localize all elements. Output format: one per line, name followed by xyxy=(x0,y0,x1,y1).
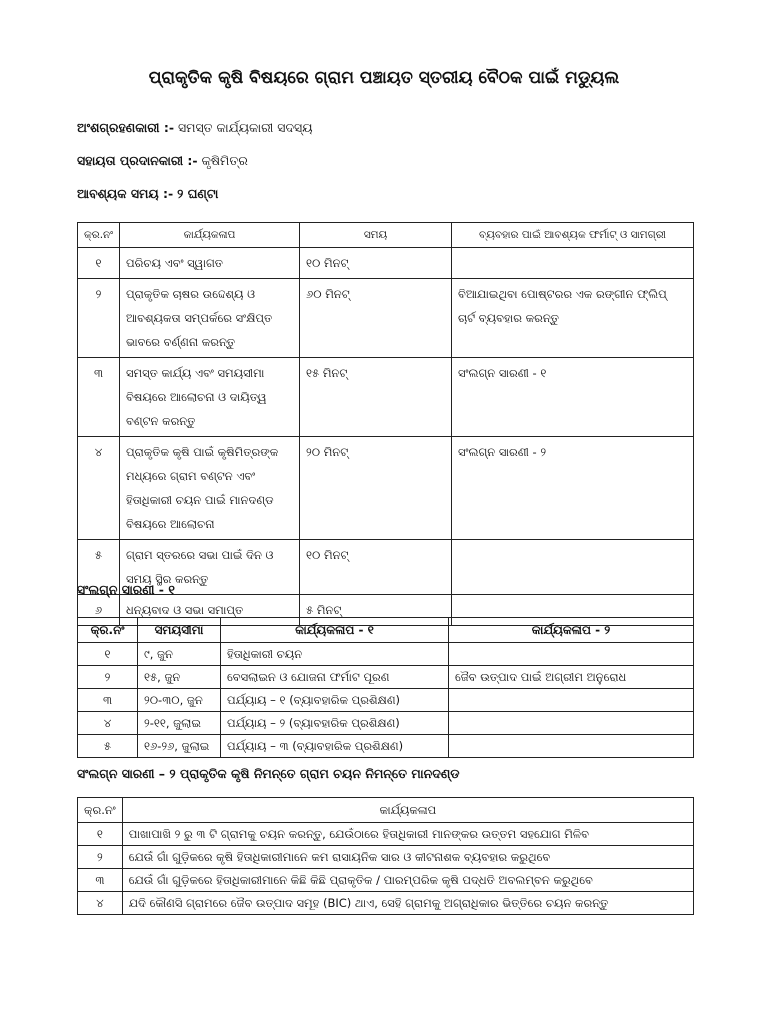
facilitator-line xyxy=(77,153,248,169)
table-cell: ୧୫ ମିନଟ୍ xyxy=(300,358,452,437)
column-header: କ୍ର.ନଂ xyxy=(78,798,123,823)
table-cell: ପ୍ରାକୃତିକ ଚାଷର ଉଦ୍ଦେଶ୍ୟ ଓ ଆବଶ୍ୟକତା ସମ୍ପର୍କରେ ସଂକ୍ଷିପ୍ତ ଭାବରେ ବର୍ଣ୍ଣନା କରନ୍ତୁ xyxy=(120,279,300,358)
table-cell: ୧୦ ମିନଟ୍ xyxy=(300,540,452,595)
table-cell: ପରିଚୟ ଏବଂ ସ୍ୱାଗତ xyxy=(120,248,300,279)
time-value: ୨ ଘଣ୍ଟା xyxy=(177,186,219,201)
table-cell: ପ୍ରାକୃତିକ କୃଷି ପାଇଁ କୃଷିମିତ୍ରଙ୍କ ମଧ୍ୟରେ ଗ୍ରାମ ବଣ୍ଟନ ଏବଂ ହିତାଧିକାରୀ ଚୟନ ପାଇଁ ମାନଦଣ୍ଡ ବିଷୟରେ ଆଲୋଚନା xyxy=(120,437,300,540)
table-cell: ୨ xyxy=(78,279,120,358)
table-cell xyxy=(449,643,694,666)
column-header: କାର୍ଯ୍ୟକଳାପ xyxy=(120,223,300,248)
column-header: ସମୟ xyxy=(300,223,452,248)
table-cell: ୫ xyxy=(78,540,120,595)
table-row xyxy=(78,358,694,437)
table-cell: ୩ xyxy=(78,869,123,892)
table-cell: ସମସ୍ତ କାର୍ଯ୍ୟ ଏବଂ ସମୟସୀମା ବିଷୟରେ ଆଲୋଚନା ଓ ଦାୟିତ୍ୱ ବଣ୍ଟନ କରନ୍ତୁ xyxy=(120,358,300,437)
table-cell: ୪ xyxy=(78,892,123,915)
table-cell: ପର୍ଯ୍ୟାୟ – ୧ (ବ୍ୟାବହାରିକ ପ୍ରଶିକ୍ଷଣ) xyxy=(221,689,449,712)
table-cell: ପର୍ଯ୍ୟାୟ – ୨ (ବ୍ୟାବହାରିକ ପ୍ରଶିକ୍ଷଣ) xyxy=(221,712,449,735)
table-row xyxy=(78,735,694,758)
time-line xyxy=(77,186,218,202)
table-cell: ୨୦-୩୦, ଜୁନ xyxy=(138,689,221,712)
table-row xyxy=(78,689,694,712)
table-row xyxy=(78,437,694,540)
table-header-row xyxy=(78,618,694,643)
table-cell xyxy=(449,735,694,758)
table-cell: ୧ xyxy=(78,643,138,666)
table-cell: ୧୦ ମିନଟ୍ xyxy=(300,248,452,279)
table-cell: ୪ xyxy=(78,712,138,735)
participants-label: ଅଂଶଗ୍ରହଣକାରୀ :- xyxy=(77,120,175,135)
table-cell: ୬୦ ମିନଟ୍ xyxy=(300,279,452,358)
table-cell xyxy=(449,712,694,735)
table-cell: ୨-୧୧, ଜୁଲାଇ xyxy=(138,712,221,735)
annex-1-caption: ସଂଲଗ୍ନ ସାରଣୀ - ୧ xyxy=(77,582,175,597)
table-header-row xyxy=(78,798,694,823)
table-cell: ୧ xyxy=(78,823,123,846)
column-header: କାର୍ଯ୍ୟକଳାପ - ୨ xyxy=(449,618,694,643)
table-cell: ୫ ମିନଟ୍ xyxy=(300,595,452,626)
table-cell: ୩ xyxy=(78,358,120,437)
table-row xyxy=(78,846,694,869)
table-row xyxy=(78,248,694,279)
table-cell: ଯେଉଁ ଗାଁ ଗୁଡ଼ିକରେ ହିତାଧିକାରୀମାନେ କିଛି କିଛି ପ୍ରାକୃତିକ / ପାରମ୍ପରିକ କୃଷି ପଦ୍ଧତି ଅବଲମ୍ବନ କରୁଥିବେ xyxy=(122,869,693,892)
table-cell: ବିଆଯାଇଥିବା ପୋଷ୍ଟରର ଏକ ରଙ୍ଗୀନ ଫ୍ଲିପ୍ ଚାର୍ଟ ବ୍ୟବହାର କରନ୍ତୁ xyxy=(452,279,694,358)
column-header: କ୍ର.ନଂ xyxy=(78,223,120,248)
table-row xyxy=(78,712,694,735)
column-header: କ୍ର.ନଂ xyxy=(78,618,138,643)
column-header: କାର୍ଯ୍ୟକଳାପ xyxy=(122,798,693,823)
time-label: ଆବଶ୍ୟକ ସମୟ :- xyxy=(77,186,174,201)
annex-2-caption: ସଂଲଗ୍ନ ସାରଣୀ – ୨ ପ୍ରାକୃତିକ କୃଷି ନିମନ୍ତେ ଗ୍ରାମ ଚୟନ ନିମନ୍ତେ ମାନଦଣ୍ଡ xyxy=(77,766,460,781)
table-cell: ଯଦି କୌଣସି ଗ୍ରାମରେ ଜୈବ ଉତ୍ପାଦ ସମୂହ (BIC) ଥାଏ, ସେହି ଗ୍ରାମକୁ ଅଗ୍ରାଧିକାର ଭିତ୍ତିରେ ଚୟନ କରନ୍ତୁ xyxy=(122,892,693,915)
timeline-table xyxy=(77,617,694,758)
table-cell xyxy=(452,540,694,595)
table-cell: ୧୬-୨୬, ଜୁଲାଇ xyxy=(138,735,221,758)
table-cell: ସଂଲଗ୍ନ ସାରଣୀ - ୧ xyxy=(452,358,694,437)
table-row xyxy=(78,892,694,915)
table-cell xyxy=(449,689,694,712)
table-cell: ୧ xyxy=(78,248,120,279)
table-cell: ୫ xyxy=(78,735,138,758)
criteria-table xyxy=(77,797,694,915)
column-header: କାର୍ଯ୍ୟକଳାପ - ୧ xyxy=(221,618,449,643)
table-cell: ଗ୍ରାମ ସ୍ତରରେ ସଭା ପାଇଁ ଦିନ ଓ ସମୟ ସ୍ଥିର କରନ୍ତୁ xyxy=(120,540,300,595)
column-header: ସମୟସୀମା xyxy=(138,618,221,643)
table-cell: ୧୫, ଜୁନ xyxy=(138,666,221,689)
table-cell: ଜୈବ ଉତ୍ପାଦ ପାଇଁ ଅଗ୍ରୀମ ଅନୁରୋଧ xyxy=(449,666,694,689)
table-cell xyxy=(452,248,694,279)
table-cell: ଯେଉଁ ଗାଁ ଗୁଡ଼ିକରେ କୃଷି ହିତାଧିକାରୀମାନେ କମ ରାସାୟନିକ ସାର ଓ କୀଟନାଶକ ବ୍ୟବହାର କରୁଥିବେ xyxy=(122,846,693,869)
table-cell: ହିତାଧିକାରୀ ଚୟନ xyxy=(221,643,449,666)
participants-value: ସମସ୍ତ କାର୍ଯ୍ୟକାରୀ ସଦସ୍ୟ xyxy=(178,120,313,135)
table-cell: ବେସଲାଇନ ଓ ଯୋଜନା ଫର୍ମାଟ ପୂରଣ xyxy=(221,666,449,689)
table-row xyxy=(78,279,694,358)
page-title: ପ୍ରାକୃତିକ କୃଷି ବିଷୟରେ ଗ୍ରାମ ପଞ୍ଚାୟତ ସ୍ତରୀୟ ବୈଠକ ପାଇଁ ମଡ୍ୟୁଲ xyxy=(148,68,620,88)
table-row xyxy=(78,869,694,892)
table-cell: ୬ xyxy=(78,595,120,626)
table-cell: ପାଖାପାଖି ୨ ରୁ ୩ ଟି ଗ୍ରାମକୁ ଚୟନ କରନ୍ତୁ, ଯେଉଁଠାରେ ହିତାଧିକାରୀ ମାନଙ୍କର ଉତ୍ତମ ସହଯୋଗ ମିଳିବ xyxy=(122,823,693,846)
table-header-row xyxy=(78,223,694,248)
table-cell: ୯, ଜୁନ xyxy=(138,643,221,666)
column-header: ବ୍ୟବହାର ପାଇଁ ଆବଶ୍ୟକ ଫର୍ମାଟ୍ ଓ ସାମଗ୍ରୀ xyxy=(452,223,694,248)
table-cell: ୨ xyxy=(78,846,123,869)
table-row xyxy=(78,643,694,666)
table-row xyxy=(78,666,694,689)
table-cell: ଧନ୍ୟବାଦ ଓ ସଭା ସମାପ୍ତ xyxy=(120,595,300,626)
table-cell: ୪ xyxy=(78,437,120,540)
table-row xyxy=(78,823,694,846)
table-cell: ୨୦ ମିନଟ୍ xyxy=(300,437,452,540)
table-cell: ୨ xyxy=(78,666,138,689)
participants-line xyxy=(77,120,313,136)
facilitator-label: ସହାୟତା ପ୍ରଦାନକାରୀ :- xyxy=(77,153,198,168)
table-cell: ୩ xyxy=(78,689,138,712)
table-cell: ପର୍ଯ୍ୟାୟ – ୩ (ବ୍ୟାବହାରିକ ପ୍ରଶିକ୍ଷଣ) xyxy=(221,735,449,758)
table-cell: ସଂଲଗ୍ନ ସାରଣୀ - ୨ xyxy=(452,437,694,540)
facilitator-value: କୃଷିମିତ୍ର xyxy=(201,153,248,168)
agenda-table xyxy=(77,222,694,626)
